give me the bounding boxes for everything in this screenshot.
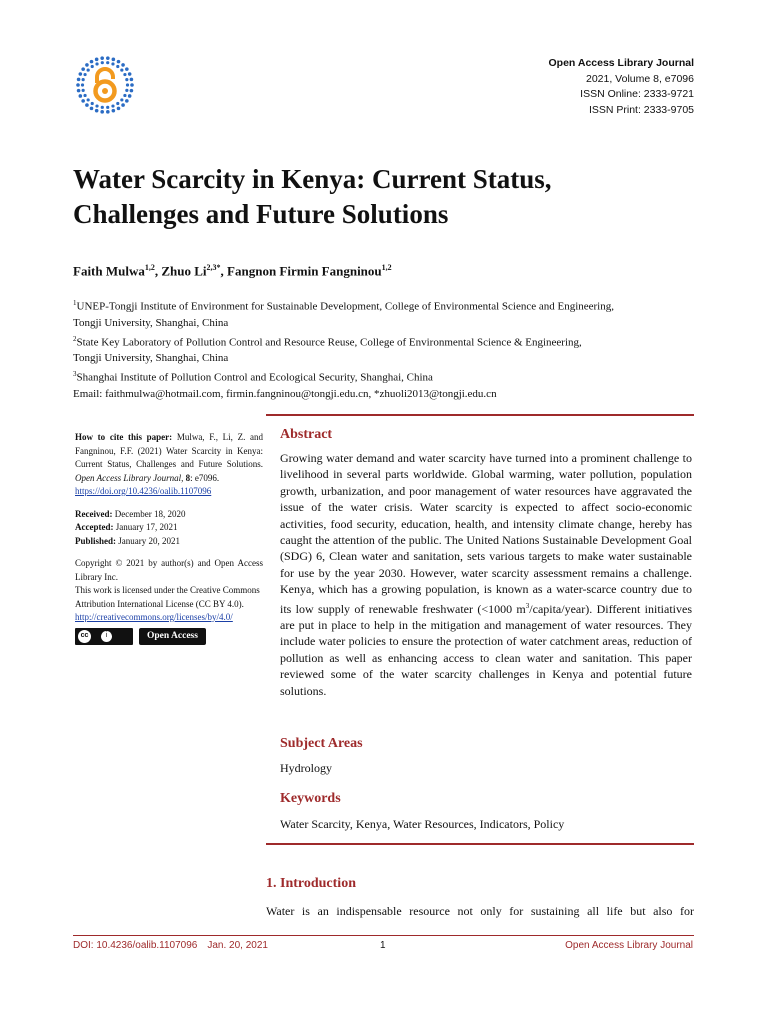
dates (75, 508, 263, 549)
received-date: December 18, 2020 (114, 508, 186, 519)
logo-dot (111, 104, 114, 107)
logo-dot (77, 78, 81, 82)
abstract-top-rule (266, 414, 694, 416)
footer-rule (73, 935, 694, 936)
affiliation-2-line-1: State Key Laboratory of Pollution Control and Resource Reuse, College of Environmental Science & Engineering, (76, 336, 582, 349)
logo-dot-ring (76, 56, 134, 113)
affiliation-1-line-1: UNEP-Tongji Institute of Environment for Sustainable Development, College of Environmental Science and Engineering, (76, 300, 614, 313)
author-3: Fangnon Firmin Fangninou (227, 263, 382, 279)
logo-dot (120, 98, 123, 101)
abstract-sup: 3 (525, 601, 530, 610)
author-1: Faith Mulwa (73, 263, 145, 279)
introduction-text: Water is an indispensable resource not only for sustaining all life but also for (266, 904, 694, 918)
issn-online: ISSN Online: 2333-9721 (580, 88, 694, 100)
affiliation-3-line-1: Shanghai Institute of Pollution Control and Ecological Security, Shanghai, China (76, 371, 433, 384)
received-label: Received: (75, 508, 113, 519)
journal-name: Open Access Library Journal (548, 57, 694, 69)
logo-dot (82, 78, 85, 81)
accepted-date: January 17, 2021 (115, 522, 178, 532)
cite-label: How to cite this paper: (75, 432, 173, 442)
logo-dot (130, 83, 134, 87)
logo-dot (106, 56, 110, 60)
subject-areas-text: Hydrology (280, 761, 332, 775)
logo-dot (87, 98, 90, 101)
footer-date: Jan. 20, 2021 (207, 940, 268, 951)
author-2: Zhuo Li (161, 263, 207, 279)
affiliation-1 (73, 295, 693, 315)
logo-dot (125, 78, 128, 81)
logo-dot (95, 109, 99, 113)
author-1-sup: 1,2 (144, 263, 155, 272)
logo-dot (125, 67, 129, 71)
affiliation-1-line-2: Tongji University, Shanghai, China (73, 316, 229, 329)
logo-dot (121, 63, 125, 67)
logo-dot (83, 94, 86, 97)
affiliations (73, 295, 693, 402)
logo-dot (106, 110, 110, 114)
affiliation-2-line-2: Tongji University, Shanghai, China (73, 352, 229, 365)
license-badges (75, 628, 263, 645)
license-text: This work is licensed under the Creative Commons Attribution International License (CC BY 4.0). (75, 585, 260, 609)
logo-dot (95, 104, 98, 107)
logo-dot (130, 78, 134, 82)
logo-dot (116, 102, 119, 105)
logo-dot (117, 107, 121, 111)
logo-dot (76, 83, 80, 87)
oa-journal-logo-icon (76, 56, 134, 114)
footer-doi: DOI: 10.4236/oalib.1107096 (73, 940, 198, 951)
footer-journal: Open Access Library Journal (565, 940, 693, 951)
sidebar (75, 431, 263, 645)
logo-dot (106, 61, 109, 64)
cite-volume: 8 (185, 472, 191, 483)
cite-text: Mulwa, F., Li, Z. and Fangninou, F.F. (2021) Water Scarcity in Kenya: Current Status, Challenges and Future Solutions. (75, 432, 263, 469)
logo-dot (117, 60, 121, 64)
email-line: Email: faithmulwa@hotmail.com, firmin.fangninou@tongji.edu.cn, *zhuoli2013@tongji.edu.cn (73, 387, 497, 400)
title-line-2: Challenges and Future Solutions (73, 199, 449, 229)
logo-dot (125, 89, 128, 92)
affiliation-2-sup: 2 (73, 334, 77, 343)
published-date: January 20, 2021 (118, 535, 181, 546)
keywords-text: Water Scarcity, Kenya, Water Resources, Indicators, Policy (280, 817, 565, 831)
published-row (75, 535, 263, 549)
open-access-badge[interactable]: Open Access (139, 628, 206, 645)
logo-dot (130, 89, 134, 93)
logo-dot (128, 94, 132, 98)
received-row (75, 508, 263, 522)
logo-dot (112, 58, 116, 62)
logo-dot (121, 103, 125, 107)
introduction-heading: 1. Introduction (266, 876, 356, 891)
logo-dot (87, 68, 90, 71)
logo-dot (81, 83, 84, 86)
journal-info (549, 56, 695, 118)
cc-by-license-icon[interactable]: cc i (75, 628, 133, 645)
logo-dot (81, 67, 85, 71)
logo-dot (85, 103, 89, 107)
abstract-text-part-1: Growing water demand and water scarcity have turned into a prominent challenge to livelihood in several parts worldwide. Global warming, water pollution, population growth, urbanization, and poor management of water resources have aggravated the issue of the water crisis. Water scarcity is expected to affect socio-economic activities, food security, education, health, and intensity climate change, hereby has caught the attention of the public. The United Nations Sustainable Development Goal (SDG) 6, Clean water and sanitation, sets various targets to make water sustainable for use by the year 2030. However, water scarcity assessment remains a challenge. Kenya, which has a growing population, is known as a water-scarce country due to its low supply of renewable freshwater (<1000 m (280, 451, 692, 616)
affiliation-3 (73, 366, 693, 386)
logo-dot (77, 89, 81, 93)
logo-dot (91, 102, 94, 105)
logo-dot (123, 94, 126, 97)
logo-dot (79, 94, 83, 98)
logo-dot (101, 106, 104, 109)
logo-dot (100, 56, 104, 60)
logo-dot (101, 61, 104, 64)
keywords-bottom-rule (266, 843, 694, 845)
accepted-row (75, 521, 263, 535)
logo-dot (90, 107, 94, 111)
license-link[interactable]: http://creativecommons.org/licenses/by/4.0/ (75, 612, 233, 622)
author-2-sup: 2,3* (206, 263, 221, 272)
logo-dot (91, 65, 94, 68)
logo-dot (111, 62, 114, 65)
logo-dot (123, 73, 126, 76)
journal-volume: 2021, Volume 8, e7096 (585, 72, 694, 85)
cite-article: : e7096. (190, 472, 220, 483)
cite-journal: Open Access Library Journal, (75, 472, 184, 483)
logo-dot (81, 99, 85, 103)
author-list: Faith Mulwa$^{1,2}$, Zhuo $Li^{2,3*}$, Fangnon Firmin Fangninou$^{1,2}$ (73, 263, 392, 279)
citation (75, 431, 263, 499)
logo-dot (82, 89, 85, 92)
logo-dot (95, 62, 98, 65)
doi-link[interactable]: https://doi.org/10.4236/oalib.1107096 (75, 486, 212, 496)
copyright: Copyright © 2021 by author(s) and Open Access Library Inc. (75, 558, 263, 582)
abstract-text-part-2: /capita/year). Different initiatives are put in place to help in the mitigation and management of water resources. They include water policies to ensure the protection of water catchment areas, reduction of pollution as well as enhancing access to clean water and sanitation. This paper reviewed some of the water scarcity challenges in Kenya and potential future solutions. (280, 601, 693, 698)
title-line-1: Water Scarcity in Kenya: Current Status, (73, 164, 552, 194)
abstract-text (280, 450, 692, 699)
affiliation-3-sup: 3 (73, 370, 77, 379)
published-label: Published: (75, 535, 117, 546)
logo-dot (128, 72, 132, 76)
logo-dot (85, 63, 89, 67)
affiliation-2 (73, 331, 693, 351)
logo-lock-keyhole (102, 88, 108, 94)
logo-dot (90, 60, 94, 64)
logo-dot (116, 65, 119, 68)
logo-dot (95, 58, 99, 62)
keywords-heading: Keywords (280, 791, 341, 806)
affiliation-1-sup: 1 (73, 299, 77, 307)
issn-print: ISSN Print: 2333-9705 (588, 103, 694, 116)
logo-dot (125, 99, 129, 103)
logo-dot (112, 109, 116, 113)
logo-dot (120, 68, 123, 71)
logo-dot (83, 73, 86, 76)
paper-title (73, 162, 693, 232)
logo-dot (100, 110, 104, 114)
logo-dot (126, 83, 129, 86)
author-3-sup: 1,2 (381, 263, 392, 272)
footer-left (73, 940, 268, 951)
page-number: 1 (380, 940, 386, 951)
subject-areas-heading: Subject Areas (280, 736, 363, 751)
accepted-label: Accepted: (75, 522, 114, 532)
logo-dot (106, 106, 109, 109)
abstract-heading: Abstract (280, 427, 333, 442)
logo-dot (79, 72, 83, 76)
